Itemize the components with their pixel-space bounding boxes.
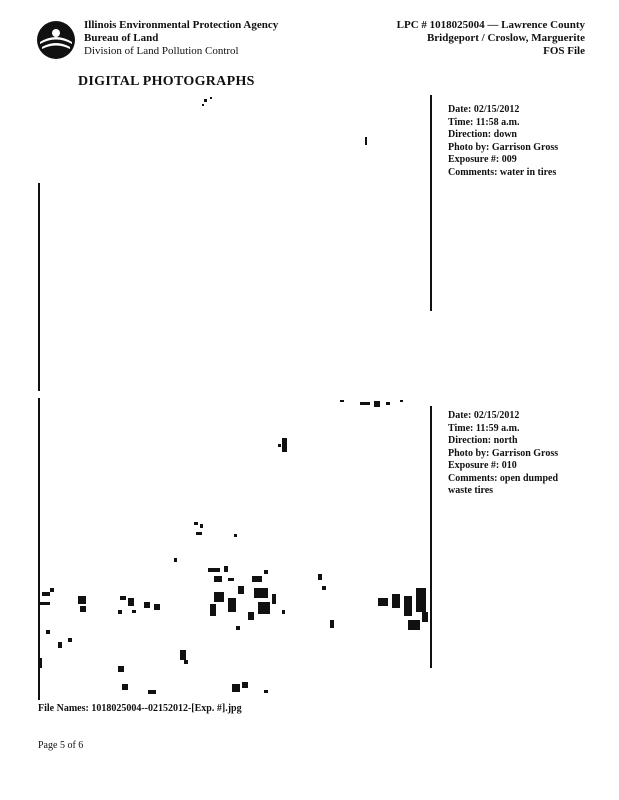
photo-2-image xyxy=(38,398,432,700)
illinois-epa-logo-icon xyxy=(36,20,76,60)
file-names: File Names: 1018025004--02152012-[Exp. #].jpg xyxy=(38,703,242,714)
file-type: FOS File xyxy=(543,45,585,57)
photo-1-direction: Direction: down xyxy=(448,129,517,140)
agency-block xyxy=(84,19,278,58)
photo-1-time: Time: 11:58 a.m. xyxy=(448,116,520,128)
photo-1-image xyxy=(38,95,432,391)
photo-1-exposure: Exposure #: 009 xyxy=(448,154,517,165)
photo-1-comments: Comments: water in tires xyxy=(448,166,557,178)
lpc-number: LPC # 1018025004 — Lawrence County xyxy=(396,19,585,31)
agency-name: Illinois Environmental Protection Agency xyxy=(84,19,279,31)
photo-2-direction: Direction: north xyxy=(448,435,518,446)
photo-2-time: Time: 11:59 a.m. xyxy=(448,422,520,434)
page-number: Page 5 of 6 xyxy=(38,740,84,751)
photo-2-exposure: Exposure #: 010 xyxy=(448,460,517,471)
photo-1 xyxy=(38,95,432,391)
photo-1-info xyxy=(448,104,558,179)
bureau-name: Bureau of Land xyxy=(84,32,159,44)
site-name: Bridgeport / Croslow, Marguerite xyxy=(426,32,585,44)
photo-2-comments: Comments: open dumped xyxy=(448,472,559,484)
photo-2-info xyxy=(448,410,558,498)
photo-2-comments-cont: waste tires xyxy=(448,485,494,496)
photo-1-photographer: Photo by: Garrison Gross xyxy=(448,141,559,153)
page-title: DIGITAL PHOTOGRAPHS xyxy=(78,74,255,89)
division-name: Division of Land Pollution Control xyxy=(84,45,239,57)
lpc-block xyxy=(397,19,585,58)
photo-2 xyxy=(38,398,432,700)
photo-2-date: Date: 02/15/2012 xyxy=(448,410,520,421)
photo-1-date: Date: 02/15/2012 xyxy=(448,104,520,115)
photo-2-photographer: Photo by: Garrison Gross xyxy=(448,447,559,459)
